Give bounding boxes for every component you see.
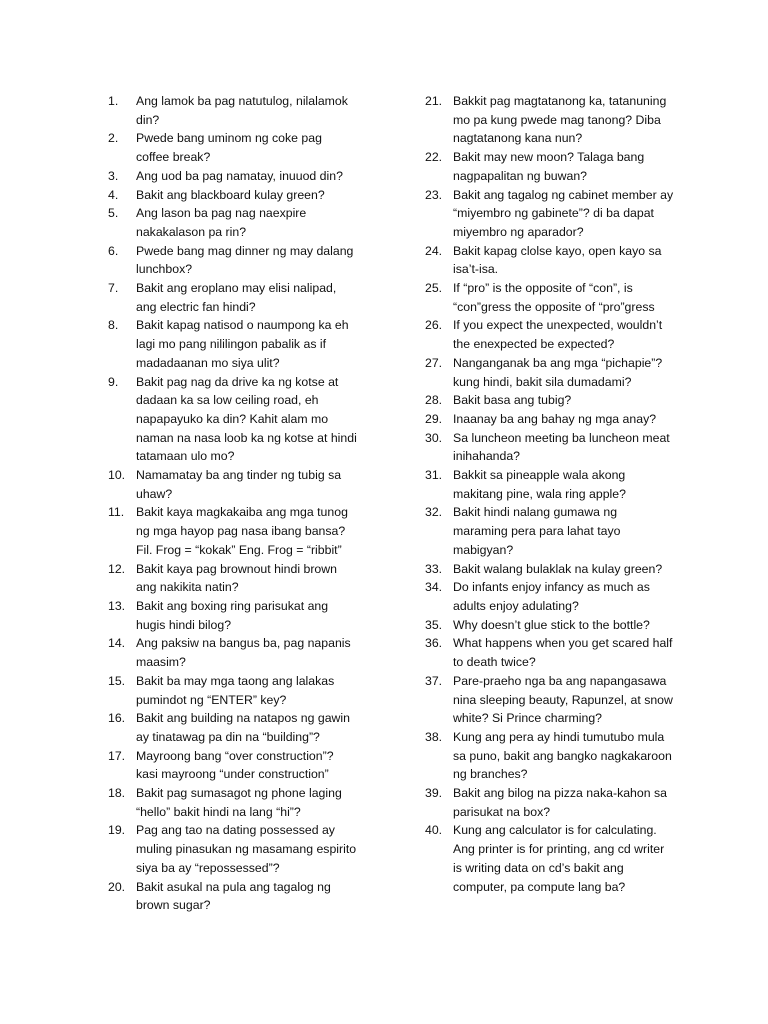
item-number: 21. [425, 94, 443, 108]
item-text: Why doesn’t glue stick to the bottle? [453, 617, 650, 632]
list-item [108, 279, 370, 316]
item-number: 40. [425, 823, 443, 838]
item-number: 38. [425, 729, 443, 744]
list-item [108, 672, 370, 709]
item-number: 25. [425, 281, 443, 296]
list-item [108, 466, 370, 503]
item-number: 20. [108, 879, 126, 894]
item-text: Bakit ba may mga taong ang lalakas pumindot ng “ENTER” key? [136, 673, 335, 707]
item-number: 24. [425, 243, 443, 258]
question-list-left [108, 92, 370, 915]
item-text: Pare-praeho nga ba ang napangasawa nina sleeping beauty, Rapunzel, at snow white? Si Prince charming? [453, 673, 673, 726]
item-number: 11. [108, 505, 125, 520]
list-item [425, 821, 687, 896]
item-text: Bakit kapag clolse kayo, open kayo sa isa’t-isa. [453, 243, 662, 277]
list-item [108, 597, 370, 634]
list-item [108, 92, 370, 129]
item-text: Do infants enjoy infancy as much as adults enjoy adulating? [453, 580, 650, 613]
list-item [425, 503, 687, 559]
item-text: Bakit pag nag da drive ka ng kotse at dadaan ka sa low ceiling road, eh napapayuko ka din? Kahit alam mo naman na nasa loob ka ng kotse at hindi tatamaan ulo mo? [136, 374, 357, 464]
list-item [108, 821, 370, 877]
item-number: 23. [425, 187, 443, 202]
list-item [108, 784, 370, 821]
question-list-right [425, 92, 687, 896]
list-item [425, 391, 687, 410]
list-item [425, 316, 687, 353]
item-text: Inaanay ba ang bahay ng mga anay? [453, 411, 657, 426]
item-number: 33. [425, 561, 443, 576]
item-number: 18. [108, 786, 126, 801]
list-item [425, 186, 687, 242]
item-number: 4. [108, 187, 119, 202]
item-number: 16. [108, 711, 126, 726]
list-item [425, 634, 687, 671]
list-item [108, 167, 370, 186]
item-number: 9. [108, 374, 119, 389]
list-item [108, 709, 370, 746]
item-text: Bakit kapag natisod o naumpong ka eh lagi mo pang nililingon pabalik as if madadaanan mo siya ulit? [136, 318, 349, 370]
item-text: Ang paksiw na bangus ba, pag napanis maasim? [136, 636, 351, 670]
item-text: Bakit basa ang tubig? [453, 393, 572, 408]
list-item [425, 148, 687, 185]
item-number: 29. [425, 411, 443, 426]
list-item [108, 634, 370, 671]
item-number: 8. [108, 318, 119, 333]
list-item [108, 503, 370, 559]
item-text: What happens when you get scared half to death twice? [453, 636, 673, 670]
item-text: Bakit kaya magkakaiba ang mga tunog ng mga hayop pag nasa ibang bansa? Fil. Frog = “kokak” Eng. Frog = “ribbit” [136, 505, 348, 557]
item-text: Bakit kaya pag brownout hindi brown ang nakikita natin? [136, 561, 337, 595]
item-number: 7. [108, 281, 119, 296]
item-text: If “pro” is the opposite of “con”, is “con”gress the opposite of “pro”gress [453, 281, 655, 314]
item-text: Kung ang pera ay hindi tumutubo mula sa puno, bakit ang bangko nagkakaroon ng branches? [453, 729, 672, 782]
list-item [108, 242, 370, 279]
item-number: 37. [425, 673, 443, 688]
item-number: 36. [425, 636, 443, 651]
item-text: Mayroong bang “over construction”? kasi mayroong “under construction” [136, 748, 334, 782]
list-item [108, 878, 370, 915]
list-item [425, 784, 687, 821]
item-text: Bakit walang bulaklak na kulay green? [453, 561, 663, 576]
item-number: 27. [425, 355, 443, 370]
item-number: 3. [108, 168, 119, 183]
item-text: Ang lamok ba pag natutulog, nilalamok din? [136, 94, 348, 127]
item-number: 14. [108, 636, 126, 651]
item-text: Ang lason ba pag nag naexpire nakakalason pa rin? [136, 206, 307, 239]
list-item [425, 92, 687, 148]
item-number: 28. [425, 393, 443, 408]
item-number: 17. [108, 748, 126, 763]
item-text: Bakit ang tagalog ng cabinet member ay “miyembro ng gabinete”? di ba dapat miyembro ng aparador? [453, 187, 674, 239]
item-text: Pwede bang uminom ng coke pag coffee break? [136, 131, 322, 165]
item-text: Bakit hindi nalang gumawa ng maraming pera para lahat tayo mabigyan? [453, 505, 621, 557]
item-text: Bakit ang eroplano may elisi nalipad, ang electric fan hindi? [136, 281, 337, 314]
item-number: 15. [108, 673, 126, 688]
item-number: 5. [108, 206, 119, 221]
item-text: Bakkit sa pineapple wala akong makitang pine, wala ring apple? [453, 468, 626, 501]
item-number: 32. [425, 505, 443, 520]
list-item [425, 466, 687, 503]
item-number: 34. [425, 580, 443, 595]
item-text: Bakit ang bilog na pizza naka-kahon sa parisukat na box? [453, 786, 667, 819]
item-text: Namamatay ba ang tinder ng tubig sa uhaw? [136, 468, 342, 501]
list-item [108, 186, 370, 205]
item-text: Bakit pag sumasagot ng phone laging “hello” bakit hindi na lang “hi”? [136, 786, 342, 819]
item-text: Bakit ang boxing ring parisukat ang hugis hindi bilog? [136, 598, 329, 632]
item-text: Nanganganak ba ang mga “pichapie”? kung hindi, bakit sila dumadami? [453, 355, 663, 389]
list-item [425, 672, 687, 728]
list-item [425, 616, 687, 635]
item-number: 35. [425, 617, 443, 632]
item-number: 13. [108, 598, 126, 613]
list-item [108, 129, 370, 166]
list-item [425, 410, 687, 429]
item-number: 30. [425, 430, 443, 445]
item-text: Bakit may new moon? Talaga bang nagpapalitan ng buwan? [453, 150, 645, 183]
item-number: 12. [108, 561, 126, 576]
list-item [425, 578, 687, 615]
item-number: 31. [425, 468, 443, 483]
list-item [108, 747, 370, 784]
list-item [425, 429, 687, 466]
item-text: Bakkit pag magtatanong ka, tatanuning mo pa kung pwede mag tanong? Diba nagtatanong kana nun? [453, 94, 667, 146]
list-item [108, 373, 370, 467]
item-text: Kung ang calculator is for calculating. Ang printer is for printing, ang cd writer is writing data on cd’s bakit ang computer, pa compute lang ba? [453, 823, 665, 894]
item-text: Bakit ang blackboard kulay green? [136, 187, 325, 202]
list-item [425, 728, 687, 784]
item-text: Bakit ang building na natapos ng gawin ay tinatawag pa din na “building”? [136, 711, 350, 744]
list-item [425, 354, 687, 391]
list-item [425, 242, 687, 279]
item-number: 2. [108, 131, 119, 146]
item-text: Pag ang tao na dating possessed ay muling pinasukan ng masamang espirito siya ba ay “repossessed”? [136, 823, 357, 875]
list-item [425, 279, 687, 316]
list-item [108, 316, 370, 372]
item-number: 1. [108, 94, 119, 108]
item-number: 39. [425, 786, 443, 801]
item-number: 6. [108, 243, 119, 258]
item-text: If you expect the unexpected, wouldn’t the enexpected be expected? [453, 318, 663, 352]
list-item [108, 204, 370, 241]
list-item [108, 560, 370, 597]
item-text: Ang uod ba pag namatay, inuuod din? [136, 168, 343, 183]
item-number: 22. [425, 150, 443, 165]
list-item [425, 560, 687, 579]
item-number: 10. [108, 468, 126, 483]
item-number: 19. [108, 823, 126, 838]
item-number: 26. [425, 318, 443, 333]
item-text: Sa luncheon meeting ba luncheon meat inihahanda? [453, 430, 670, 464]
item-text: Bakit asukal na pula ang tagalog ng brown sugar? [136, 879, 331, 913]
item-text: Pwede bang mag dinner ng may dalang lunchbox? [136, 243, 354, 277]
